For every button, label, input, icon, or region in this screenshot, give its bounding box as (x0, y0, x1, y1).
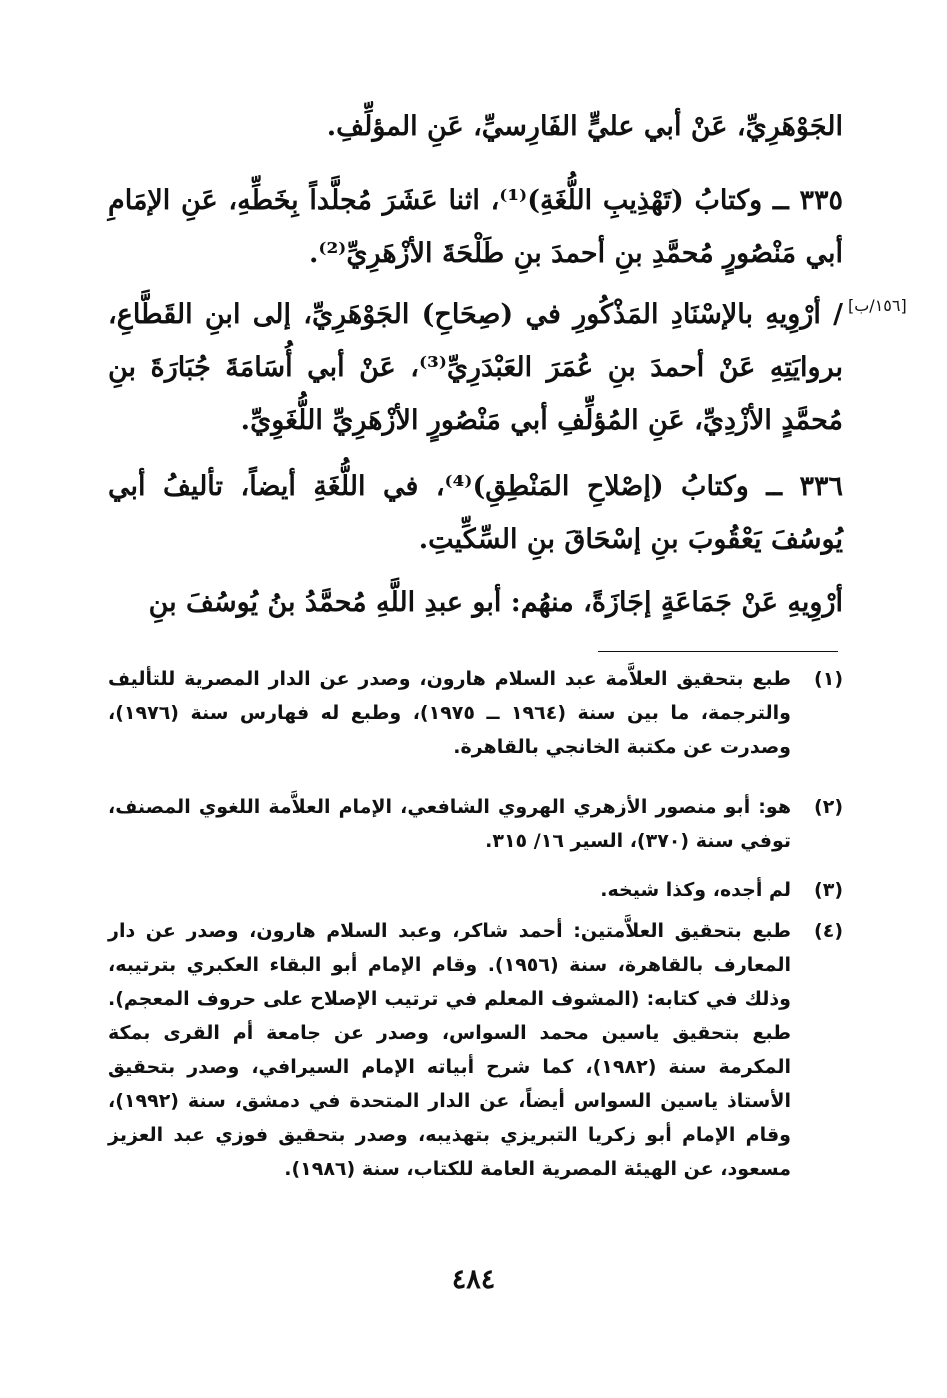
manuscript-folio-marker: [١٥٦/ب] (848, 296, 907, 315)
footnote-4 (108, 914, 843, 1186)
footnote-3 (108, 873, 843, 907)
footnote-1 (108, 662, 843, 764)
main-paragraph-3: / أرْوِيهِ بالإسْنَادِ المَذْكُورِ في (صِحَاحِ) الجَوْهَرِيِّ، إلى ابنِ القَطَّاعِ، بروايَتِهِ عَنْ أحمدَ بنِ عُمَرَ العَبْدَرِيِّ⁽³⁾، عَنْ أبي أُسَامَةَ جُبَارَةَ بنِ مُحمَّدٍ الأزْدِيِّ، عَنِ المُؤلِّفِ أبي مَنْصُورٍ الأزْهَرِيِّ اللُّغَوِيِّ. (108, 299, 844, 436)
footnote-text: طبع بتحقيق العلاَّمة عبد السلام هارون، وصدر عن الدار المصرية للتأليف والترجمة، ما بين سنة (١٩٦٤ ــ ١٩٧٥)، وطبع له فهارس سنة (١٩٧٦)، وصدرت عن مكتبة الخانجي بالقاهرة. (108, 668, 791, 758)
main-paragraph-4: ٣٣٦ ــ وكتابُ (إصْلاحِ المَنْطِقِ)⁽⁴⁾، في اللُّغَةِ أيضاً، تأليفُ أبي يُوسُفَ يَعْقُوبَ بنِ إسْحَاقَ بنِ السِّكِّيتِ. (108, 471, 843, 555)
main-paragraph-2: ٣٣٥ ــ وكتابُ (تَهْذِيبِ اللُّغَةِ)⁽¹⁾، اثنا عَشَرَ مُجلَّداً بِخَطِّهِ، عَنِ الإمَامِ أبي مَنْصُورٍ مُحمَّدِ بنِ أحمدَ بنِ طَلْحَةَ الأزْهَرِيِّ⁽²⁾. (108, 185, 843, 269)
footnote-2 (108, 790, 843, 858)
footnote-number: (٢) (814, 796, 843, 818)
footnote-text: هو: أبو منصور الأزهري الهروي الشافعي، الإمام العلاَّمة اللغوي المصنف، توفي سنة (٣٧٠)، السير ١٦/ ٣١٥. (108, 796, 791, 852)
footnote-separator (598, 651, 838, 652)
footnote-number: (٤) (814, 920, 843, 942)
footnote-number: (٣) (814, 879, 843, 901)
page-number: ٤٨٤ (451, 1264, 496, 1295)
main-paragraph-1: الجَوْهَرِيِّ، عَنْ أبي عليٍّ الفَارِسيِّ، عَنِ المؤلِّفِ. (326, 111, 843, 142)
main-paragraph-5: أرْوِيهِ عَنْ جَمَاعَةٍ إجَازَةً، منهُم: أبو عبدِ اللَّهِ مُحمَّدُ بنُ يُوسُفَ بنِ (148, 587, 843, 618)
footnote-number: (١) (814, 668, 843, 690)
footnote-text: طبع بتحقيق العلاَّمتين: أحمد شاكر، وعبد السلام هارون، وصدر عن دار المعارف بالقاهرة، سنة (١٩٥٦). وقام الإمام أبو البقاء العكبري بترتيبه، وذلك في كتابه: (المشوف المعلم في ترتيب الإصلاح على حروف المعجم). طبع بتحقيق ياسين محمد السواس، وصدر عن جامعة أم القرى بمكة المكرمة سنة (١٩٨٢)، كما شرح أبياته الإمام السيرافي، وصدر بتحقيق الأستاذ ياسين السواس أيضاً، عن الدار المتحدة في دمشق، سنة (١٩٩٢)، وقام الإمام أبو زكريا التبريزي بتهذيبه، وصدر بتحقيق فوزي عبد العزيز مسعود، عن الهيئة المصرية العامة للكتاب، سنة (١٩٨٦). (108, 920, 791, 1180)
footnote-text: لم أجده، وكذا شيخه. (600, 879, 791, 901)
